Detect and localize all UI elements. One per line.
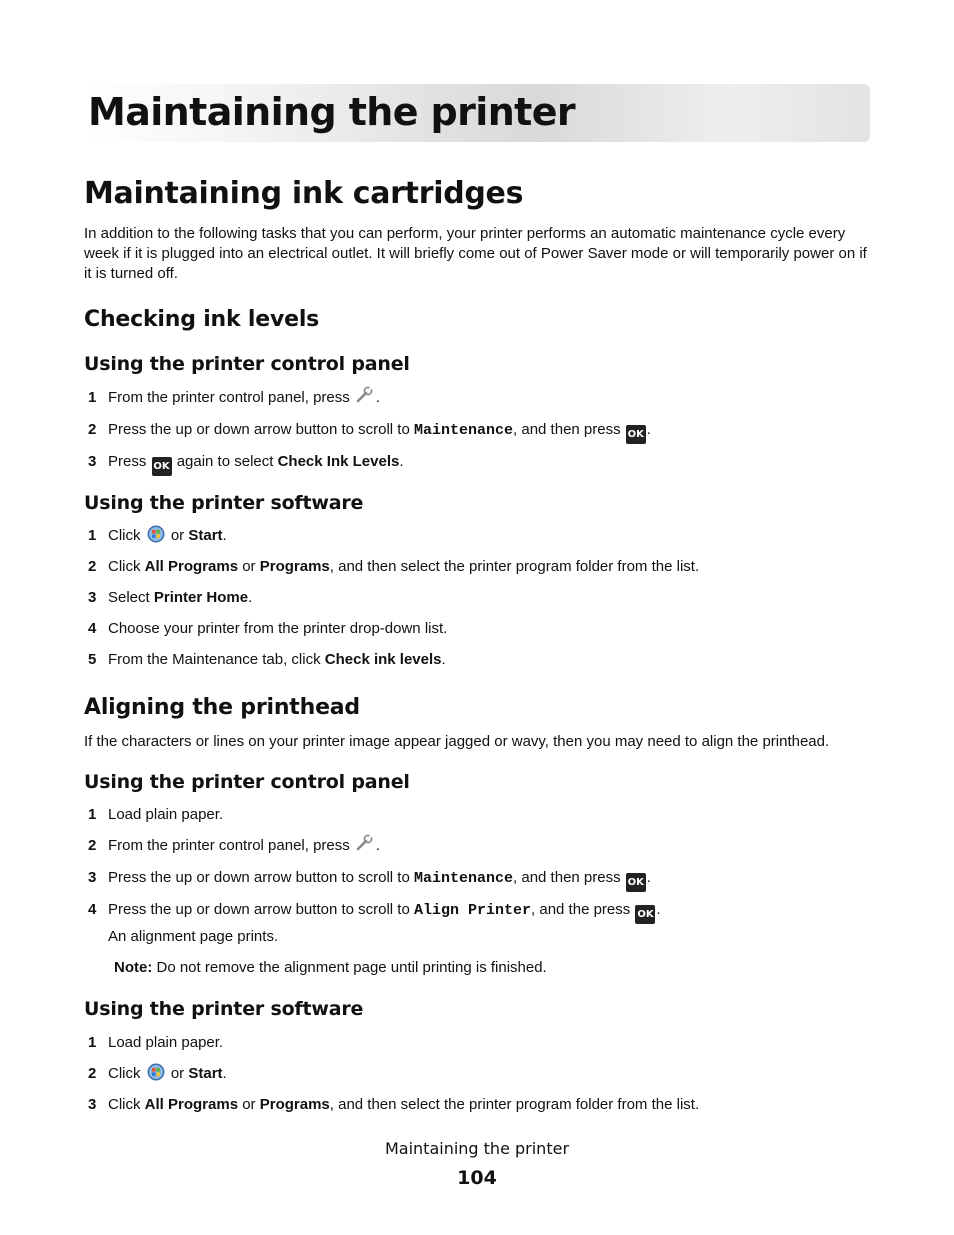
menu-item-name: Programs bbox=[259, 558, 330, 575]
ok-button-icon: OK bbox=[635, 905, 655, 924]
windows-start-icon bbox=[147, 525, 165, 543]
step-text: . bbox=[375, 837, 381, 854]
step-number: 2 bbox=[88, 837, 97, 854]
menu-item-name: Programs bbox=[259, 1096, 330, 1113]
checking-panel-step-1 bbox=[84, 386, 874, 410]
aligning-software-step-2 bbox=[84, 1062, 874, 1086]
ok-button-icon: OK bbox=[152, 457, 172, 476]
step-text: . bbox=[646, 869, 651, 886]
step-text: Click bbox=[108, 558, 141, 575]
aligning-printhead-heading: Aligning the printhead bbox=[84, 695, 360, 720]
step-text: . bbox=[222, 527, 227, 544]
checking-software-step-2 bbox=[84, 555, 874, 579]
step-text: Choose your printer from the printer drop-down list. bbox=[108, 620, 448, 637]
step-number: 4 bbox=[88, 620, 97, 637]
step-number: 1 bbox=[88, 389, 97, 406]
step-text: , and the press bbox=[531, 901, 631, 918]
menu-item-name: All Programs bbox=[144, 1096, 239, 1113]
step-text: , and then press bbox=[513, 421, 621, 438]
step-text: From the Maintenance tab, click bbox=[108, 651, 321, 668]
windows-start-icon bbox=[147, 1063, 165, 1081]
step-result: An alignment page prints. bbox=[108, 928, 279, 945]
checking-ink-levels-heading: Checking ink levels bbox=[84, 307, 320, 332]
step-text: Press bbox=[108, 453, 147, 470]
step-text: From the printer control panel, press bbox=[108, 389, 350, 406]
checking-panel-step-3 bbox=[84, 450, 874, 474]
aligning-software-heading: Using the printer software bbox=[84, 998, 364, 1020]
step-text: or bbox=[242, 558, 256, 575]
aligning-panel-step-3 bbox=[84, 866, 874, 890]
step-text: or bbox=[242, 1096, 256, 1113]
step-text: . bbox=[646, 421, 651, 438]
step-text: . bbox=[656, 901, 661, 918]
step-text: Click bbox=[108, 1096, 141, 1113]
aligning-panel-step-4 bbox=[84, 898, 874, 922]
ok-button-icon: OK bbox=[626, 873, 646, 892]
step-text: Press the up or down arrow button to scroll to bbox=[108, 869, 410, 886]
step-number: 1 bbox=[88, 1034, 97, 1051]
chapter-title: Maintaining the printer bbox=[88, 90, 576, 134]
step-number: 3 bbox=[88, 1096, 97, 1113]
page-number: 104 bbox=[457, 1167, 497, 1189]
step-text: or bbox=[170, 527, 185, 544]
checking-software-heading: Using the printer software bbox=[84, 492, 364, 514]
step-text: . bbox=[375, 389, 381, 406]
step-text: Select bbox=[108, 589, 150, 606]
step-text: . bbox=[441, 651, 446, 668]
menu-item-name: Start bbox=[188, 527, 223, 544]
step-text: , and then select the printer program folder from the list. bbox=[329, 1096, 700, 1113]
checking-software-step-4 bbox=[84, 617, 874, 641]
display-code: Maintenance bbox=[414, 870, 514, 887]
section-title: Maintaining ink cartridges bbox=[84, 176, 524, 211]
checking-panel-heading: Using the printer control panel bbox=[84, 353, 410, 375]
step-text: , and then select the printer program folder from the list. bbox=[329, 558, 700, 575]
step-number: 2 bbox=[88, 1065, 97, 1082]
aligning-software-step-1 bbox=[84, 1031, 874, 1055]
aligning-panel-step-1 bbox=[84, 803, 874, 827]
note-label: Note: bbox=[114, 959, 153, 976]
step-text: . bbox=[222, 1065, 227, 1082]
step-number: 1 bbox=[88, 527, 97, 544]
footer-chapter-label: Maintaining the printer bbox=[384, 1139, 570, 1158]
checking-software-step-5 bbox=[84, 648, 874, 672]
display-code: Align Printer bbox=[414, 902, 532, 919]
step-text: , and then press bbox=[513, 869, 621, 886]
ok-button-icon: OK bbox=[626, 425, 646, 444]
menu-item-name: Printer Home bbox=[153, 589, 249, 606]
step-number: 2 bbox=[88, 558, 97, 575]
menu-item-name: Check Ink Levels bbox=[277, 453, 400, 470]
step-text: Press the up or down arrow button to scroll to bbox=[108, 421, 410, 438]
step-number: 3 bbox=[88, 869, 97, 886]
section-intro: In addition to the following tasks that you can perform, your printer performs an automatic maintenance cycle every week if it is plugged into an electrical outlet. It will briefly come out of Power Saver mode or will temporarily power on if it is turned off. bbox=[84, 225, 867, 282]
aligning-software-step-3 bbox=[84, 1093, 874, 1117]
wrench-icon bbox=[355, 834, 375, 852]
aligning-panel-heading: Using the printer control panel bbox=[84, 771, 410, 793]
checking-software-step-1 bbox=[84, 524, 874, 548]
step-text: . bbox=[248, 589, 253, 606]
wrench-icon bbox=[355, 386, 375, 404]
aligning-intro: If the characters or lines on your printer image appear jagged or wavy, then you may need to align the printhead. bbox=[84, 733, 830, 750]
step-text: Load plain paper. bbox=[108, 1034, 224, 1051]
note bbox=[114, 956, 547, 980]
step-number: 2 bbox=[88, 421, 97, 438]
step-number: 5 bbox=[88, 651, 97, 668]
menu-item-name: All Programs bbox=[144, 558, 239, 575]
step-number: 1 bbox=[88, 806, 97, 823]
step-text: Click bbox=[108, 527, 141, 544]
note-text: Do not remove the alignment page until printing is finished. bbox=[156, 959, 547, 976]
step-text: From the printer control panel, press bbox=[108, 837, 350, 854]
step-text: Press the up or down arrow button to scroll to bbox=[108, 901, 410, 918]
aligning-panel-step-2 bbox=[84, 834, 874, 858]
step-text: . bbox=[399, 453, 404, 470]
display-code: Maintenance bbox=[414, 422, 514, 439]
checking-software-step-3 bbox=[84, 586, 874, 610]
step-number: 4 bbox=[88, 901, 97, 918]
checking-panel-step-2 bbox=[84, 418, 874, 442]
menu-item-name: Check ink levels bbox=[324, 651, 442, 668]
step-number: 3 bbox=[88, 589, 97, 606]
step-number: 3 bbox=[88, 453, 97, 470]
step-text: Click bbox=[108, 1065, 141, 1082]
step-text: or bbox=[170, 1065, 185, 1082]
menu-item-name: Start bbox=[188, 1065, 223, 1082]
step-text: Load plain paper. bbox=[108, 806, 224, 823]
step-text: again to select bbox=[176, 453, 274, 470]
